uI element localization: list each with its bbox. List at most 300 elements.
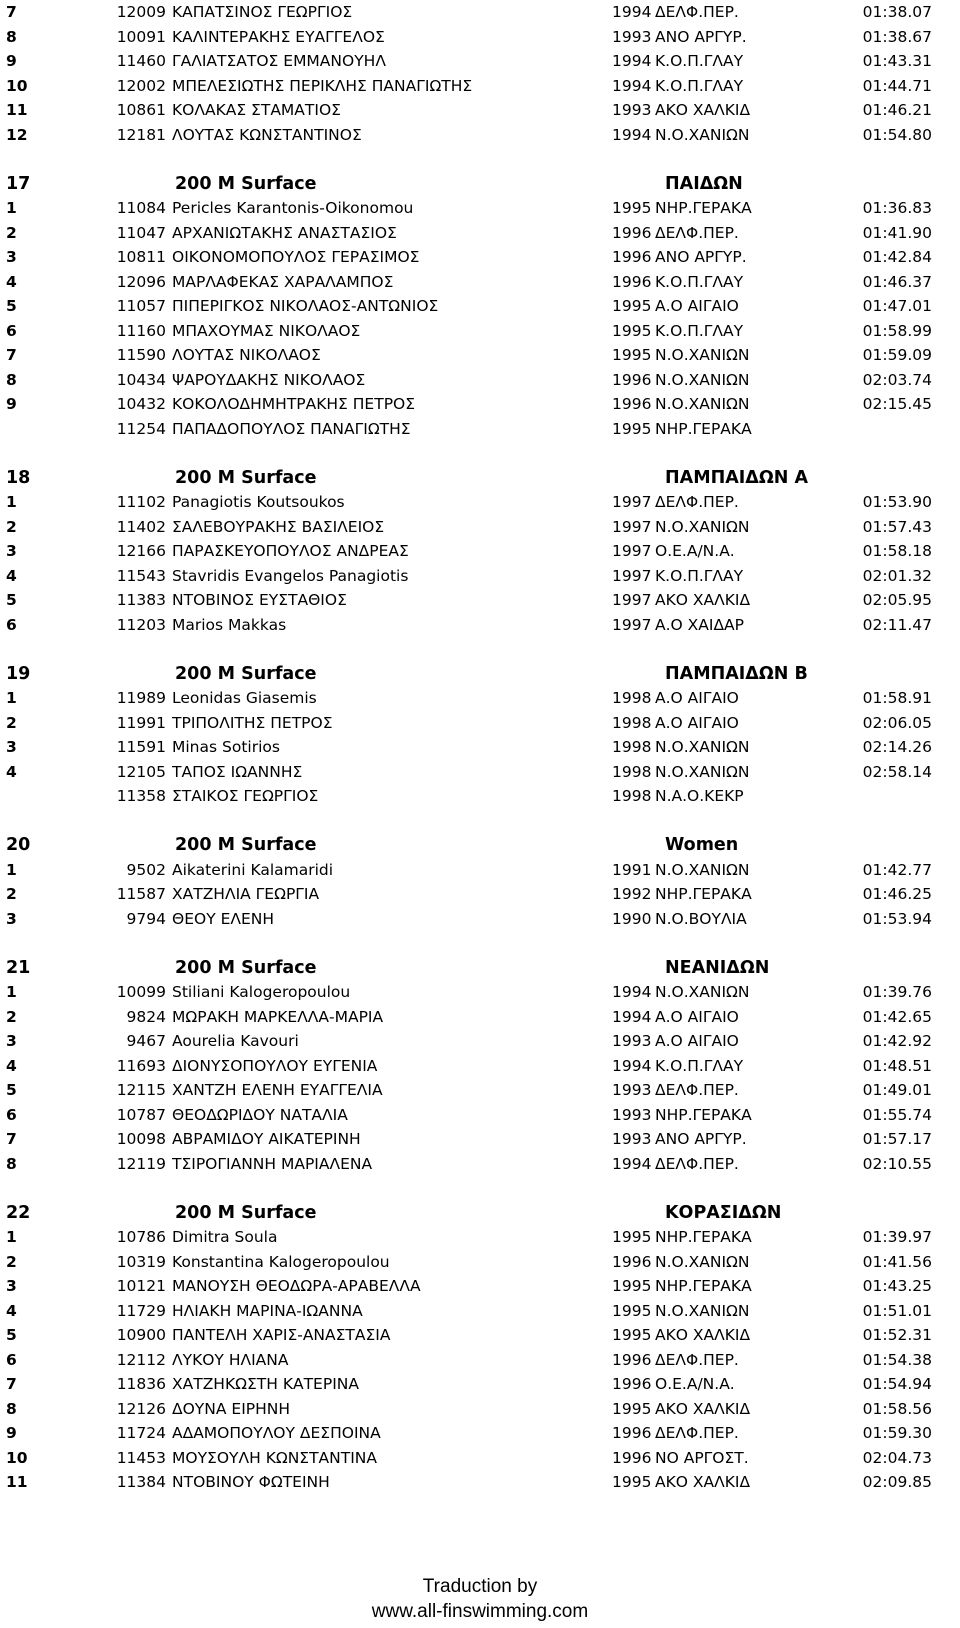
birth-year: 1997 [612, 566, 652, 585]
place: 6 [6, 615, 17, 634]
swimmer-name: ΤΑΠΟΣ ΙΩΑΝΝΗΣ [172, 762, 303, 781]
birth-year: 1997 [612, 517, 652, 536]
event-title: 200 M Surface [175, 1202, 317, 1223]
result-row [0, 368, 960, 393]
swimmer-id: 10091 [116, 27, 166, 46]
result-row [0, 123, 960, 148]
club: Α.Ο ΑΙΓΑΙΟ [655, 1032, 739, 1050]
section-spacer [0, 931, 960, 956]
result-row [0, 1397, 960, 1422]
section-spacer [0, 1176, 960, 1201]
swimmer-name: ΑΔΑΜΟΠΟΥΛΟΥ ΔΕΣΠΟΙΝΑ [172, 1424, 381, 1442]
event-title: 200 M Surface [175, 173, 317, 194]
birth-year: 1995 [612, 1228, 652, 1246]
birth-year: 1994 [612, 1056, 652, 1075]
event-header [0, 662, 960, 687]
result-row [0, 711, 960, 736]
time: 01:39.76 [862, 983, 932, 1001]
time: 01:42.77 [862, 860, 932, 879]
club: Ν.Α.Ο.ΚΕΚΡ [655, 787, 744, 805]
place: 3 [6, 909, 17, 928]
result-row [0, 98, 960, 123]
time: 01:58.56 [862, 1399, 932, 1418]
club: Ο.Ε.Α/Ν.Α. [655, 542, 735, 560]
time: 01:46.21 [862, 101, 932, 119]
club: Κ.Ο.Π.ΓΛΑΥ [655, 1056, 744, 1075]
result-row [0, 1078, 960, 1103]
footer-credit: Traduction by [422, 1576, 538, 1597]
place: 7 [6, 1375, 17, 1393]
event-title: 200 M Surface [175, 957, 317, 978]
result-row [0, 74, 960, 99]
swimmer-id: 11724 [116, 1424, 166, 1442]
birth-year: 1992 [612, 885, 652, 903]
swimmer-id: 11693 [116, 1056, 166, 1075]
birth-year: 1995 [612, 1399, 652, 1418]
club: Ν.Ο.ΧΑΝΙΩΝ [655, 125, 750, 144]
club: Κ.Ο.Π.ΓΛΑΥ [655, 76, 744, 95]
swimmer-id: 12126 [116, 1399, 166, 1418]
swimmer-id: 9794 [126, 909, 166, 928]
swimmer-name: ΠΑΝΤΕΛΗ ΧΑΡΙΣ-ΑΝΑΣΤΑΣΙΑ [172, 1326, 391, 1344]
swimmer-name: ΜΠΕΛΕΣΙΩΤΗΣ ΠΕΡΙΚΛΗΣ ΠΑΝΑΓΙΩΤΗΣ [172, 76, 473, 95]
swimmer-name: ΠΑΡΑΣΚΕΥΟΠΟΥΛΟΣ ΑΝΔΡΕΑΣ [172, 542, 409, 560]
result-row [0, 613, 960, 638]
result-row [0, 1323, 960, 1348]
time: 02:01.32 [862, 566, 932, 585]
result-row [0, 196, 960, 221]
result-row [0, 1054, 960, 1079]
place: 5 [6, 591, 17, 609]
place: 2 [6, 223, 17, 242]
club: Κ.Ο.Π.ΓΛΑΥ [655, 566, 744, 585]
result-row [0, 25, 960, 50]
place: 5 [6, 1326, 17, 1344]
birth-year: 1993 [612, 1032, 652, 1050]
swimmer-id: 11591 [116, 738, 166, 756]
swimmer-id: 11160 [116, 321, 166, 340]
event-header [0, 172, 960, 197]
time: 02:14.26 [862, 738, 932, 756]
swimmer-name: ΝΤΟΒΙΝΟΣ ΕΥΣΤΑΘΙΟΣ [172, 591, 347, 609]
swimmer-id: 10811 [116, 248, 166, 266]
swimmer-name: Aourelia Kavouri [172, 1032, 299, 1050]
club: Κ.Ο.Π.ΓΛΑΥ [655, 321, 744, 340]
place: 7 [6, 3, 17, 21]
birth-year: 1995 [612, 1301, 652, 1320]
place: 4 [6, 762, 17, 781]
event-category: ΠΑΙΔΩΝ [665, 173, 743, 194]
time: 02:04.73 [862, 1448, 932, 1467]
result-row [0, 515, 960, 540]
time: 01:44.71 [862, 76, 932, 95]
result-row [0, 343, 960, 368]
swimmer-name: ΠΙΠΕΡΙΓΚΟΣ ΝΙΚΟΛΑΟΣ-ΑΝΤΩΝΙΟΣ [172, 297, 439, 315]
swimmer-name: ΣΤΑΙΚΟΣ ΓΕΩΡΓΙΟΣ [172, 787, 319, 805]
swimmer-name: ΟΙΚΟΝΟΜΟΠΟΥΛΟΣ ΓΕΡΑΣΙΜΟΣ [172, 248, 420, 266]
result-row [0, 1421, 960, 1446]
swimmer-id: 12002 [116, 76, 166, 95]
place: 6 [6, 1350, 17, 1369]
time: 02:11.47 [862, 615, 932, 634]
swimmer-name: ΚΑΛΙΝΤΕΡΑΚΗΣ ΕΥΑΓΓΕΛΟΣ [172, 27, 385, 46]
swimmer-name: Minas Sotirios [172, 738, 280, 756]
club: ΔΕΛΦ.ΠΕΡ. [655, 3, 739, 21]
time: 01:53.94 [862, 909, 932, 928]
swimmer-name: ΑΡΧΑΝΙΩΤΑΚΗΣ ΑΝΑΣΤΑΣΙΟΣ [172, 223, 397, 242]
event-category: Women [665, 835, 739, 855]
swimmer-name: ΜΑΡΛΑΦΕΚΑΣ ΧΑΡΑΛΑΜΠΟΣ [172, 272, 394, 291]
swimmer-name: ΝΤΟΒΙΝΟΥ ΦΩΤΕΙΝΗ [172, 1473, 330, 1491]
swimmer-id: 11989 [116, 689, 166, 707]
swimmer-id: 11384 [116, 1473, 166, 1491]
swimmer-name: ΧΑΤΖΗΛΙΑ ΓΕΩΡΓΙΑ [172, 885, 320, 903]
result-row [0, 588, 960, 613]
place: 3 [6, 1277, 17, 1295]
swimmer-id: 10098 [116, 1130, 166, 1148]
section-spacer [0, 147, 960, 172]
time: 01:42.65 [862, 1007, 932, 1026]
club: ΝΗΡ.ΓΕΡΑΚΑ [655, 885, 752, 903]
club: ΝΟ ΑΡΓΟΣΤ. [655, 1448, 749, 1467]
swimmer-name: ΚΟΚΟΛΟΔΗΜΗΤΡΑΚΗΣ ΠΕΤΡΟΣ [172, 395, 416, 413]
club: Ν.Ο.ΧΑΝΙΩΝ [655, 762, 750, 781]
swimmer-id: 10121 [116, 1277, 166, 1295]
time: 01:41.90 [862, 223, 932, 242]
swimmer-name: Marios Makkas [172, 615, 287, 634]
place: 8 [6, 370, 17, 389]
club: Α.Ο ΑΙΓΑΙΟ [655, 1007, 739, 1026]
swimmer-id: 12166 [116, 542, 166, 560]
swimmer-name: Dimitra Soula [172, 1228, 278, 1246]
club: ΝΗΡ.ΓΕΡΑΚΑ [655, 1228, 752, 1246]
swimmer-name: ΔΙΟΝΥΣΟΠΟΥΛΟΥ ΕΥΓΕΝΙΑ [172, 1056, 378, 1075]
result-row [0, 1127, 960, 1152]
result-row [0, 1446, 960, 1471]
time: 02:03.74 [862, 370, 932, 389]
club: Α.Ο ΑΙΓΑΙΟ [655, 713, 739, 732]
birth-year: 1995 [612, 1326, 652, 1344]
place: 4 [6, 1056, 17, 1075]
swimmer-id: 11203 [116, 615, 166, 634]
time: 01:46.25 [862, 885, 932, 903]
swimmer-id: 10787 [116, 1105, 166, 1124]
result-row [0, 1348, 960, 1373]
birth-year: 1996 [612, 1350, 652, 1369]
result-row [0, 686, 960, 711]
place: 3 [6, 738, 17, 756]
swimmer-id: 9824 [126, 1007, 166, 1026]
birth-year: 1990 [612, 909, 652, 928]
result-row [0, 319, 960, 344]
club: ΔΕΛΦ.ΠΕΡ. [655, 1350, 739, 1369]
event-category: ΚΟΡΑΣΙΔΩΝ [665, 1202, 782, 1223]
event-section [0, 833, 960, 931]
birth-year: 1998 [612, 689, 652, 707]
swimmer-name: ΛΟΥΤΑΣ ΝΙΚΟΛΑΟΣ [172, 346, 321, 364]
birth-year: 1994 [612, 1007, 652, 1026]
swimmer-id: 12112 [116, 1350, 166, 1369]
birth-year: 1997 [612, 591, 652, 609]
result-row [0, 1152, 960, 1177]
event-number: 21 [6, 957, 31, 978]
swimmer-id: 10786 [116, 1228, 166, 1246]
place: 11 [6, 1473, 28, 1491]
event-section [0, 172, 960, 442]
birth-year: 1994 [612, 1154, 652, 1173]
swimmer-id: 11254 [116, 419, 166, 438]
swimmer-name: ΤΡΙΠΟΛΙΤΗΣ ΠΕΤΡΟΣ [172, 713, 333, 732]
swimmer-name: Aikaterini Kalamaridi [172, 860, 334, 879]
birth-year: 1998 [612, 738, 652, 756]
place: 6 [6, 1105, 17, 1124]
result-row [0, 1005, 960, 1030]
swimmer-name: ΨΑΡΟΥΔΑΚΗΣ ΝΙΚΟΛΑΟΣ [172, 370, 366, 389]
swimmer-name: ΚΑΠΑΤΣΙΝΟΣ ΓΕΩΡΓΙΟΣ [172, 3, 353, 21]
place: 2 [6, 885, 17, 903]
time: 02:05.95 [862, 591, 932, 609]
result-row [0, 270, 960, 295]
swimmer-id: 11729 [116, 1301, 166, 1320]
result-row [0, 1029, 960, 1054]
swimmer-name: ΤΣΙΡΟΓΙΑΝΝΗ ΜΑΡΙΑΛΕΝΑ [172, 1154, 373, 1173]
section-spacer [0, 809, 960, 834]
place: 8 [6, 27, 17, 46]
swimmer-id: 9502 [126, 860, 166, 879]
time: 01:41.56 [862, 1252, 932, 1271]
swimmer-name: Stavridis Evangelos Panagiotis [172, 566, 409, 585]
club: ΑΝΟ ΑΡΓΥΡ. [655, 27, 747, 46]
time: 01:48.51 [862, 1056, 932, 1075]
swimmer-id: 10319 [116, 1252, 166, 1271]
place: 2 [6, 1007, 17, 1026]
event-title: 200 M Surface [175, 467, 317, 488]
time: 02:10.55 [862, 1154, 932, 1173]
place: 10 [6, 1448, 28, 1467]
event-category: ΝΕΑΝΙΔΩΝ [665, 957, 770, 978]
place: 3 [6, 542, 17, 560]
swimmer-name: ΑΒΡΑΜΙΔΟΥ ΑΙΚΑΤΕΡΙΝΗ [172, 1130, 361, 1148]
club: ΝΗΡ.ΓΕΡΑΚΑ [655, 1105, 752, 1124]
swimmer-id: 11453 [116, 1448, 166, 1467]
time: 01:59.30 [862, 1424, 932, 1442]
event-title: 200 M Surface [175, 663, 317, 684]
swimmer-name: ΜΑΝΟΥΣΗ ΘΕΟΔΩΡΑ-ΑΡΑΒΕΛΛΑ [172, 1277, 421, 1295]
swimmer-id: 11590 [116, 346, 166, 364]
swimmer-name: ΛΟΥΤΑΣ ΚΩΝΣΤΑΝΤΙΝΟΣ [172, 125, 362, 144]
time: 01:47.01 [862, 297, 932, 315]
birth-year: 1994 [612, 76, 652, 95]
section-spacer [0, 441, 960, 466]
club: Α.Ο ΑΙΓΑΙΟ [655, 297, 739, 315]
time: 01:42.92 [862, 1032, 932, 1050]
swimmer-id: 11460 [116, 52, 166, 70]
time: 01:54.38 [862, 1350, 932, 1369]
birth-year: 1993 [612, 1105, 652, 1124]
place: 5 [6, 1081, 17, 1099]
swimmer-name: Pericles Karantonis-Oikonomou [172, 199, 414, 217]
club: ΑΚΟ ΧΑΛΚΙΔ [655, 591, 751, 609]
place: 8 [6, 1154, 17, 1173]
result-row [0, 858, 960, 883]
place: 7 [6, 1130, 17, 1148]
place: 6 [6, 321, 17, 340]
place: 2 [6, 1252, 17, 1271]
time: 02:06.05 [862, 713, 932, 732]
swimmer-id: 11836 [116, 1375, 166, 1393]
time: 01:53.90 [862, 493, 932, 511]
club: ΔΕΛΦ.ΠΕΡ. [655, 1154, 739, 1173]
time: 01:52.31 [862, 1326, 932, 1344]
place: 11 [6, 101, 28, 119]
swimmer-name: ΧΑΤΖΗΚΩΣΤΗ ΚΑΤΕΡΙΝΑ [172, 1375, 359, 1393]
result-row [0, 490, 960, 515]
event-number: 17 [6, 173, 31, 194]
club: Κ.Ο.Π.ΓΛΑΥ [655, 52, 744, 70]
event-section [0, 0, 960, 147]
time: 01:54.80 [862, 125, 932, 144]
time: 01:38.07 [862, 3, 932, 21]
footer-website: www.all-finswimming.com [371, 1601, 589, 1622]
club: ΑΝΟ ΑΡΓΥΡ. [655, 1130, 747, 1148]
birth-year: 1996 [612, 248, 652, 266]
time: 01:43.25 [862, 1277, 932, 1295]
place: 2 [6, 713, 17, 732]
swimmer-id: 11402 [116, 517, 166, 536]
place: 2 [6, 517, 17, 536]
place: 1 [6, 493, 17, 511]
time: 01:51.01 [862, 1301, 932, 1320]
event-header [0, 833, 960, 858]
swimmer-id: 11084 [116, 199, 166, 217]
birth-year: 1996 [612, 370, 652, 389]
time: 01:42.84 [862, 248, 932, 266]
swimmer-name: ΔΟΥΝΑ ΕΙΡΗΝΗ [172, 1399, 291, 1418]
event-header [0, 466, 960, 491]
result-row [0, 221, 960, 246]
result-row [0, 735, 960, 760]
place: 9 [6, 1424, 17, 1442]
time: 02:15.45 [862, 395, 932, 413]
swimmer-id: 11047 [116, 223, 166, 242]
birth-year: 1995 [612, 419, 652, 438]
swimmer-id: 11587 [116, 885, 166, 903]
place: 4 [6, 1301, 17, 1320]
club: Ν.Ο.ΧΑΝΙΩΝ [655, 1252, 750, 1271]
swimmer-id: 12105 [116, 762, 166, 781]
birth-year: 1998 [612, 713, 652, 732]
swimmer-name: Stiliani Kalogeropoulou [172, 983, 351, 1001]
club: ΑΚΟ ΧΑΛΚΙΔ [655, 1399, 751, 1418]
place: 9 [6, 52, 17, 70]
club: ΔΕΛΦ.ΠΕΡ. [655, 1081, 739, 1099]
birth-year: 1993 [612, 1081, 652, 1099]
birth-year: 1998 [612, 787, 652, 805]
birth-year: 1996 [612, 1252, 652, 1271]
place: 1 [6, 860, 17, 879]
event-category: ΠΑΜΠΑΙΔΩΝ Β [665, 663, 808, 684]
club: Ν.Ο.ΧΑΝΙΩΝ [655, 346, 750, 364]
result-row [0, 245, 960, 270]
result-row [0, 564, 960, 589]
swimmer-id: 12181 [116, 125, 166, 144]
time: 01:43.31 [862, 52, 932, 70]
place: 3 [6, 248, 17, 266]
place: 4 [6, 566, 17, 585]
event-section [0, 1201, 960, 1495]
event-number: 18 [6, 467, 31, 488]
birth-year: 1996 [612, 1375, 652, 1393]
result-row [0, 1470, 960, 1495]
result-row [0, 0, 960, 25]
club: ΑΚΟ ΧΑΛΚΙΔ [655, 101, 751, 119]
swimmer-name: ΗΛΙΑΚΗ ΜΑΡΙΝΑ-ΙΩΑΝΝΑ [172, 1301, 363, 1320]
place: 1 [6, 689, 17, 707]
swimmer-id: 12115 [116, 1081, 166, 1099]
swimmer-name: ΧΑΝΤΖΗ ΕΛΕΝΗ ΕΥΑΓΓΕΛΙΑ [172, 1081, 383, 1099]
result-row [0, 1103, 960, 1128]
club: ΑΚΟ ΧΑΛΚΙΔ [655, 1326, 751, 1344]
birth-year: 1996 [612, 1424, 652, 1442]
birth-year: 1993 [612, 27, 652, 46]
event-section [0, 956, 960, 1177]
swimmer-id: 9467 [126, 1032, 166, 1050]
club: Ν.Ο.ΧΑΝΙΩΝ [655, 983, 750, 1001]
swimmer-id: 11383 [116, 591, 166, 609]
club: ΔΕΛΦ.ΠΕΡ. [655, 223, 739, 242]
time: 01:58.18 [862, 542, 932, 560]
swimmer-name: ΜΩΡΑΚΗ ΜΑΡΚΕΛΛΑ-ΜΑΡΙΑ [172, 1007, 384, 1026]
result-row [0, 539, 960, 564]
result-row [0, 417, 960, 442]
swimmer-id: 10434 [116, 370, 166, 389]
time: 02:58.14 [862, 762, 932, 781]
birth-year: 1993 [612, 101, 652, 119]
time: 01:46.37 [862, 272, 932, 291]
club: ΔΕΛΦ.ΠΕΡ. [655, 493, 739, 511]
club: Ν.Ο.ΧΑΝΙΩΝ [655, 860, 750, 879]
place: 5 [6, 297, 17, 315]
birth-year: 1994 [612, 125, 652, 144]
birth-year: 1995 [612, 1277, 652, 1295]
time: 01:58.99 [862, 321, 932, 340]
place: 9 [6, 395, 17, 413]
result-row [0, 1250, 960, 1275]
birth-year: 1995 [612, 1473, 652, 1491]
result-row [0, 980, 960, 1005]
result-row [0, 760, 960, 785]
club: ΝΗΡ.ΓΕΡΑΚΑ [655, 419, 752, 438]
swimmer-id: 10861 [116, 101, 166, 119]
swimmer-name: Panagiotis Koutsoukos [172, 493, 345, 511]
birth-year: 1994 [612, 983, 652, 1001]
result-row [0, 1299, 960, 1324]
birth-year: 1995 [612, 321, 652, 340]
swimmer-id: 12096 [116, 272, 166, 291]
club: Α.Ο ΧΑΙΔΑΡ [655, 615, 745, 634]
club: Ν.Ο.ΧΑΝΙΩΝ [655, 395, 750, 413]
club: Ν.Ο.ΧΑΝΙΩΝ [655, 738, 750, 756]
time: 01:39.97 [862, 1228, 932, 1246]
place: 1 [6, 983, 17, 1001]
place: 1 [6, 1228, 17, 1246]
swimmer-name: ΠΑΠΑΔΟΠΟΥΛΟΣ ΠΑΝΑΓΙΩΤΗΣ [172, 419, 411, 438]
birth-year: 1996 [612, 395, 652, 413]
result-row [0, 392, 960, 417]
club: ΝΗΡ.ΓΕΡΑΚΑ [655, 199, 752, 217]
place: 7 [6, 346, 17, 364]
time: 01:57.17 [862, 1130, 932, 1148]
